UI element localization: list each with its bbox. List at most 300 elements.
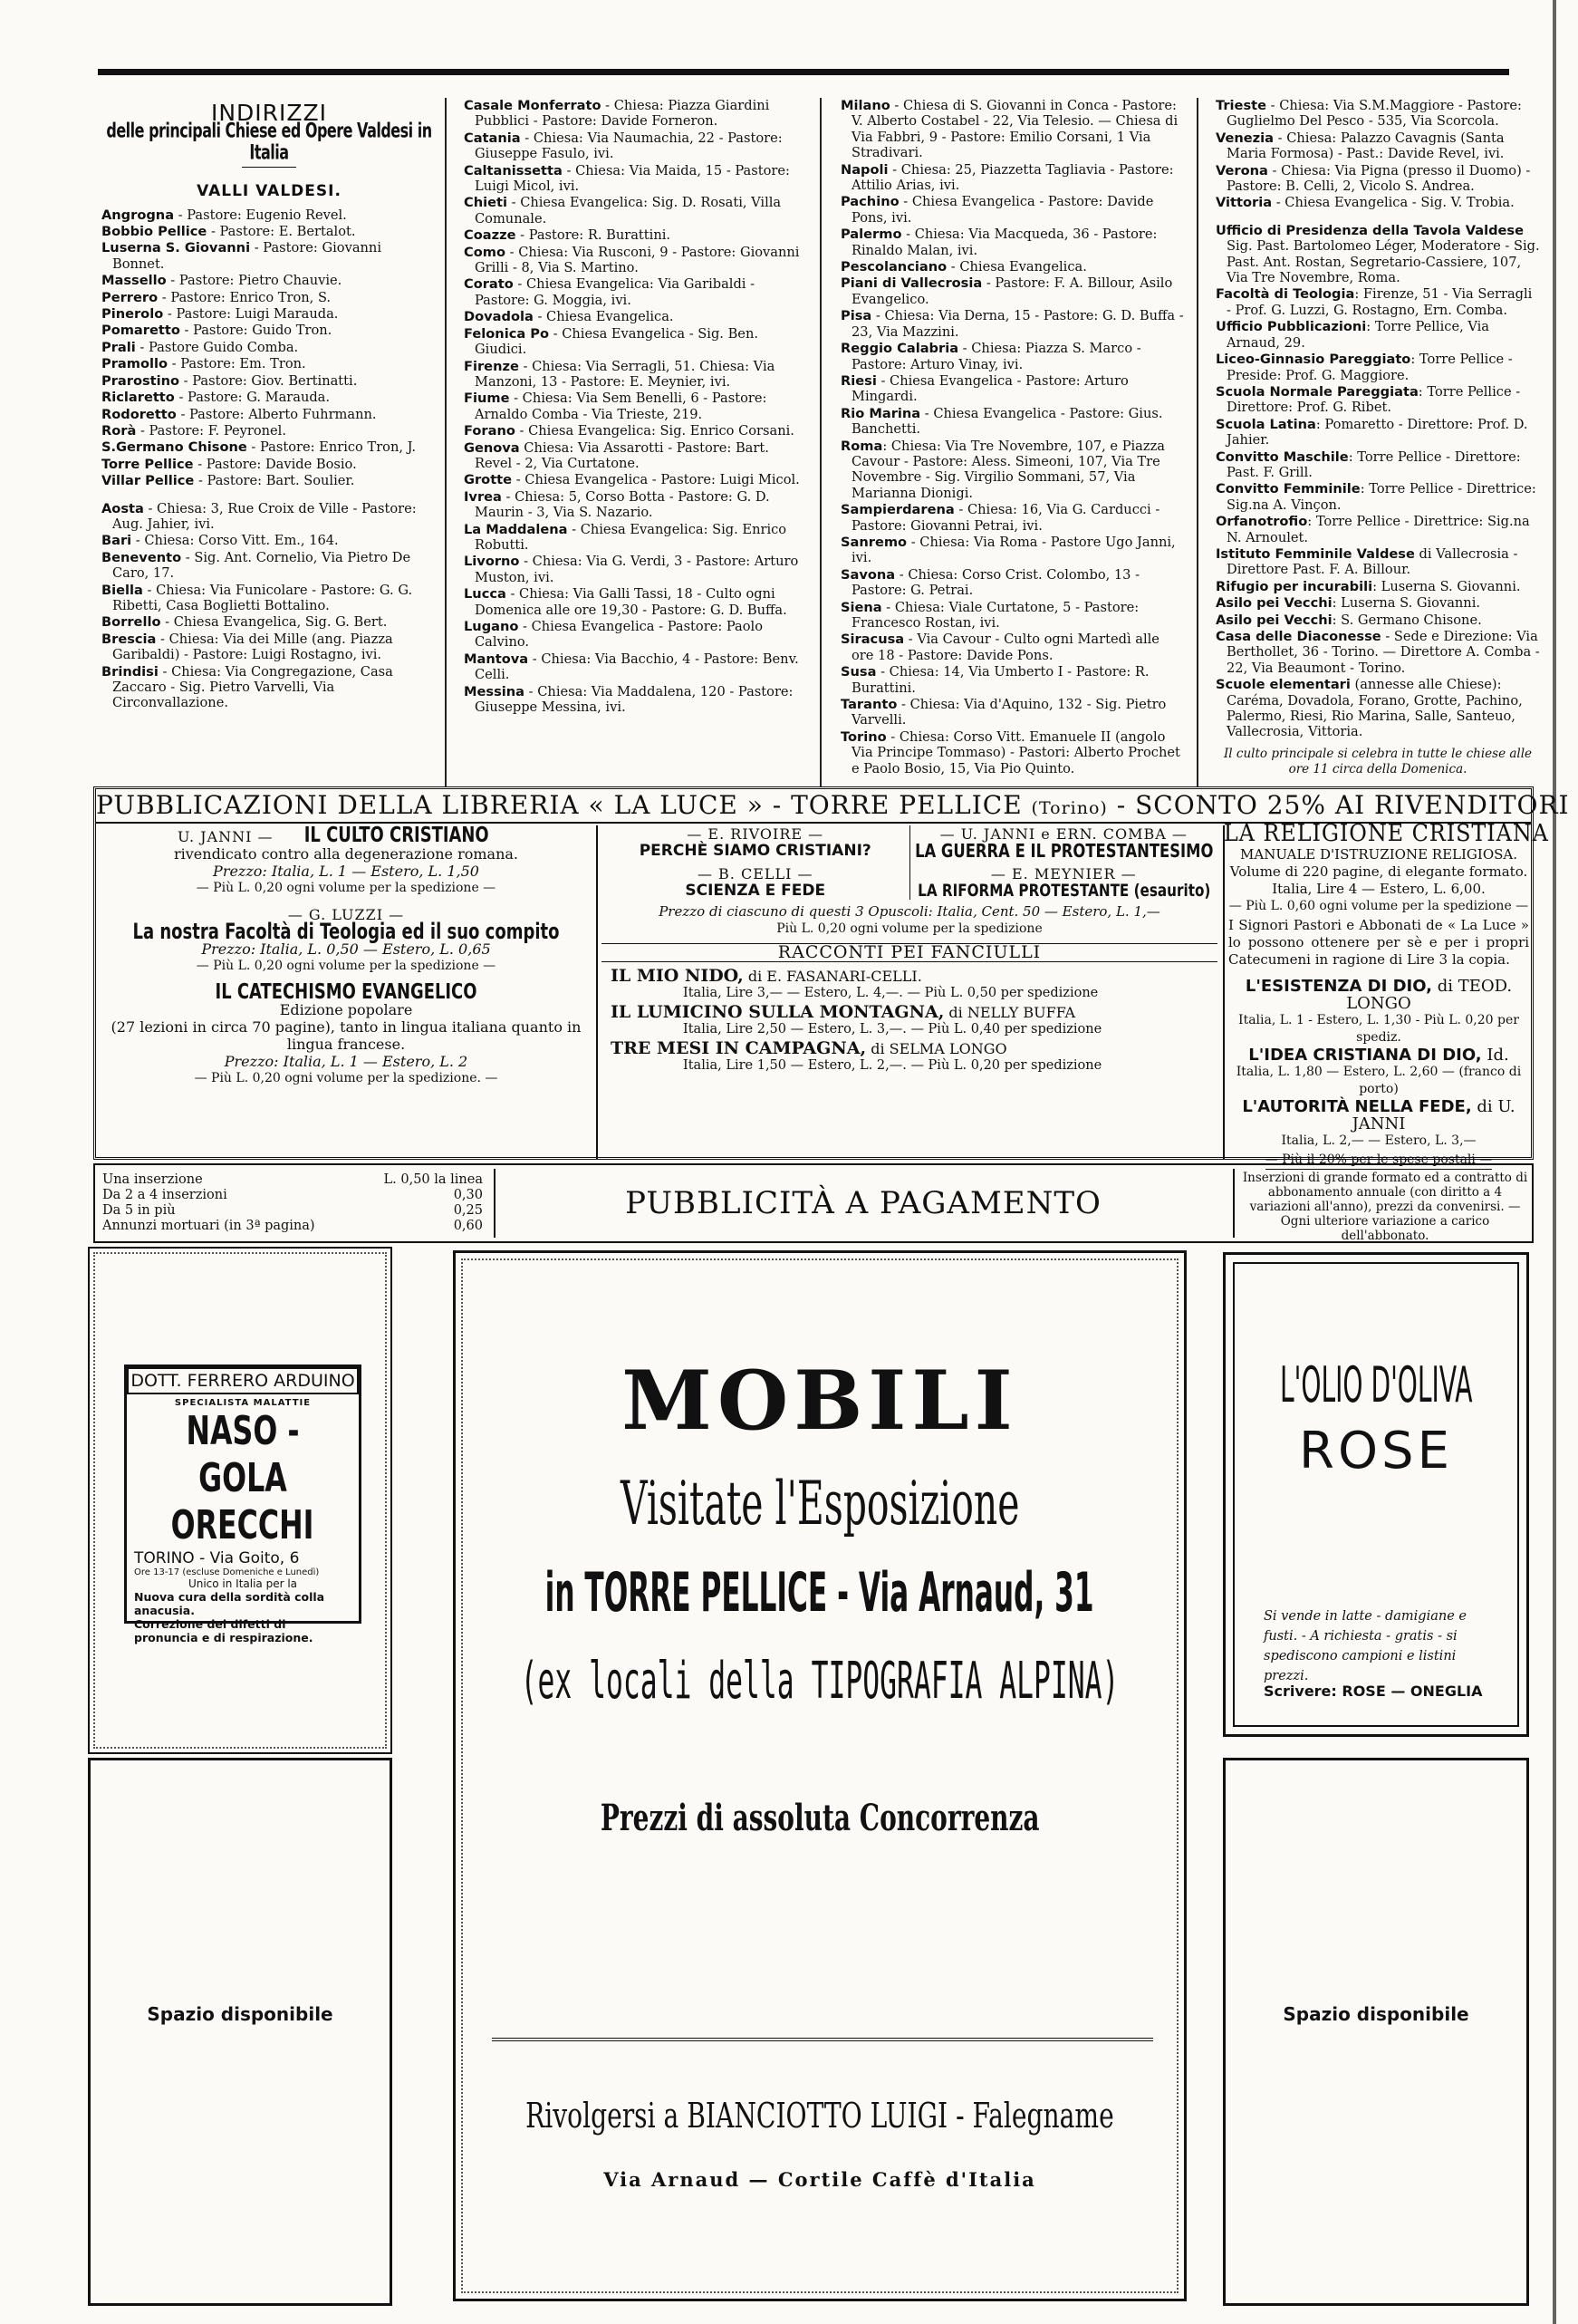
olio-contact: Scrivere: ROSE — ONEGLIA — [1264, 1683, 1483, 1700]
valli-heading: VALLI VALDESI. — [197, 182, 342, 201]
culto-note: Il culto principale si celebra in tutte le chiese alle ore 11 circa della Domenica. — [1223, 746, 1533, 777]
entry-place: Chieti — [464, 195, 507, 211]
pub-author: — G. LUZZI — — [287, 906, 405, 923]
entry-place: Prarostino — [101, 372, 180, 389]
olio-rose: ROSE — [1299, 1422, 1453, 1480]
other-list-a — [101, 501, 437, 711]
spazio-disponibile-right: Spazio disponibile — [1283, 2003, 1469, 2025]
entry-place: Istituto Femminile Valdese — [1216, 545, 1415, 562]
entry-place: Trieste — [1216, 98, 1267, 113]
directory-entry — [101, 306, 437, 322]
directory-entry — [464, 554, 810, 585]
pub-author: — E. RIVOIRE — — [687, 825, 824, 843]
entry-text: - Chiesa: Corso Vitt. Emanuele II (angolo Via Principe Tommaso) - Pastori: Alberto Prochet e Paolo Bosio, 15, Via Pio Quinto. — [852, 728, 1180, 776]
directory-entry — [1216, 195, 1540, 210]
entry-place: Asilo pei Vecchi — [1216, 595, 1333, 612]
entry-text: : Luserna S. Giovanni. — [1332, 595, 1481, 612]
pub-title: L'IDEA CRISTIANA DI DIO, — [1248, 1046, 1482, 1065]
directory-entry — [841, 535, 1185, 566]
pub-title: L'AUTORITÀ NELLA FEDE, — [1242, 1097, 1472, 1116]
mobili-prezzi: Prezzi di assoluta Concorrenza — [600, 1797, 1040, 1839]
rate-row — [102, 1219, 483, 1234]
entry-place: Luserna S. Giovanni — [101, 240, 251, 256]
pub-author: di U. JANNI — [1352, 1097, 1515, 1133]
entry-place: Rifugio per incurabili — [1216, 578, 1373, 594]
entry-text: - Pastore: Alberto Fuhrmann. — [176, 406, 377, 422]
entry-place: Asilo pei Vecchi — [1216, 612, 1333, 628]
mobili-line4 — [456, 1797, 1184, 1839]
olio-ad-frame — [1223, 1252, 1529, 1737]
entry-text: - Pastore: R. Burattini. — [515, 227, 671, 244]
entry-text: - Chiesa Evangelica - Pastore: Gius. Banchetti. — [852, 405, 1163, 438]
publications-header — [96, 789, 1570, 824]
entry-place: Palermo — [841, 227, 902, 243]
directory-entry — [464, 472, 810, 487]
entry-text: - Chiesa: Via Maddalena, 120 - Pastore: Giuseppe Messina, ivi. — [475, 683, 794, 716]
directory-entry — [101, 632, 437, 663]
entry-place: La Maddalena — [464, 521, 568, 537]
entry-text: - Chiesa Evangelica: Sig. D. Rosati, Villa Comunale. — [475, 195, 782, 227]
pub-price: Prezzo di ciascuno di questi 3 Opuscoli: Italia, Cent. 50 — Estero, L. 1,— — [659, 903, 1160, 920]
directory-entry — [101, 583, 437, 614]
directory-entry — [464, 227, 810, 243]
doctor-ad-frame — [88, 1247, 392, 1754]
directory-entry — [101, 273, 437, 288]
entry-place: Ufficio di Presidenza della Tavola Valdese — [1216, 222, 1524, 238]
pub-desc: Edizione popolare — [279, 1001, 413, 1018]
entry-place: Verona — [1216, 162, 1268, 178]
pub-note: I Signori Pastori e Abbonati de « La Luce » lo possono ottenere per sè e per i propri Catecumeni in ragione di Lire 3 la copia. — [1228, 917, 1529, 968]
directory-entry — [101, 664, 437, 711]
book-price: Italia, Lire 3,— — Estero, L. 4,—. — Più L. 0,50 per spedizione — [683, 986, 1099, 1000]
entry-place: Perrero — [101, 289, 159, 305]
entry-text: - Chiesa: Via Sem Benelli, 6 - Pastore: Arnaldo Comba - Via Trieste, 219. — [475, 391, 767, 422]
pub-title: LA GUERRA E IL PROTESTANTESIMO — [914, 840, 1213, 862]
book-title: IL MIO NIDO, — [611, 966, 744, 986]
directory-entry — [101, 407, 437, 422]
directory-column-3 — [835, 98, 1190, 786]
column-separator — [820, 98, 822, 786]
entry-text: - Chiesa: 14, Via Umberto I - Pastore: R. Burattini. — [852, 664, 1150, 696]
directory-entry — [464, 276, 810, 308]
entry-text: - Pastore: Bart. Soulier. — [194, 473, 355, 489]
rate-row — [102, 1203, 483, 1219]
entry-place: Torino — [841, 728, 887, 745]
directory-entry — [1216, 514, 1540, 545]
olio-description: Si vende in latte - damigiane e fusti. - A richiesta - gratis - si spediscono campioni e listini prezzi. — [1264, 1609, 1467, 1683]
rate-label: Annunzi mortuari (in 3ª pagina) — [102, 1219, 315, 1233]
entry-text: - Chiesa: Corso Crist. Colombo, 13 - Pastore: G. Petrai. — [852, 566, 1140, 599]
entry-text: Chiesa: Via Assarotti - Pastore: Bart. Revel - 2, Via Curtatone. — [475, 439, 769, 471]
pub-shipping: — Più L. 0,60 ogni volume per la spedizione — — [1228, 899, 1529, 913]
doctor-naso-gola: NASO - GOLA — [186, 1408, 300, 1501]
pub-shipping: Più L. 0,20 ogni volume per la spedizione — [776, 921, 1043, 936]
mobili-line3 — [456, 1652, 1184, 1711]
directory-entry — [1216, 130, 1540, 162]
entry-text: - Chiesa Evangelica - Pastore: Davide Pons, ivi. — [852, 194, 1154, 226]
mobili-line5 — [456, 2096, 1184, 2136]
entry-text: - Chiesa: 25, Piazzetta Tagliavia - Pastore: Attilio Arias, ivi. — [852, 161, 1174, 194]
directory-entry — [101, 439, 437, 455]
entry-place: Grotte — [464, 472, 513, 488]
entry-place: Pomaretto — [101, 323, 180, 339]
mobili-divider — [492, 2038, 1153, 2041]
entry-place: Prali — [101, 339, 136, 355]
directory-entry — [464, 586, 810, 618]
rate-value: 0,25 — [453, 1203, 483, 1218]
directory-entry — [841, 308, 1185, 340]
entry-text: - Chiesa: Via d'Aquino, 132 - Sig. Pietro Varvelli. — [852, 697, 1167, 728]
entry-place: Siracusa — [841, 632, 905, 648]
book-title: IL LUMICINO SULLA MONTAGNA, — [611, 1002, 945, 1022]
entry-place: Napoli — [841, 161, 889, 178]
entry-text: di Vallecrosia - Direttore Past. F. A. Billour. — [1227, 545, 1518, 578]
book-title: TRE MESI IN CAMPAGNA, — [611, 1038, 867, 1058]
entry-place: Biella — [101, 582, 143, 598]
directory-entry — [464, 391, 810, 422]
directory-entry — [101, 614, 437, 630]
pub-price: Italia, L. 2,— — Estero, L. 3,— — [1281, 1133, 1477, 1148]
mobili-title: MOBILI — [621, 1353, 1018, 1449]
church-list-3 — [841, 98, 1185, 776]
directory-entry — [1216, 319, 1540, 351]
doctor-correction: Correzione dei difetti di pronuncia e di respirazione. — [134, 1617, 313, 1644]
rate-label: Da 5 in più — [102, 1203, 176, 1218]
entry-place: Rio Marina — [841, 405, 921, 421]
entry-place: Riclaretto — [101, 390, 175, 406]
directory-entry — [841, 632, 1185, 663]
racconti-list — [601, 968, 1217, 1075]
entry-text: : Torre Pellice - Direttore: Past. F. Grill. — [1227, 448, 1521, 480]
entry-text: - Chiesa: Via Maida, 15 - Pastore: Luigi Micol, ivi. — [475, 162, 790, 195]
book-author: di E. FASANARI-CELLI. — [743, 968, 922, 985]
entry-place: Bari — [101, 533, 132, 549]
entry-text: - Chiesa: Piazza Giardini Pubblici - Pastore: Davide Forneron. — [475, 98, 770, 130]
entry-text: - Pastore: F. Peyronel. — [136, 422, 286, 439]
entry-place: Brescia — [101, 631, 157, 647]
entry-text: : Luserna S. Giovanni. — [1372, 578, 1521, 594]
entry-place: Ufficio Pubblicazioni — [1216, 319, 1367, 335]
doctor-cure: Nuova cura della sordità colla anacusia. — [134, 1590, 325, 1617]
directory-entry — [1216, 98, 1540, 130]
pub-shipping: — Più L. 0,20 ogni volume per la spedizione. — — [194, 1071, 498, 1085]
entry-place: Pramollo — [101, 356, 168, 372]
entry-place: Coazze — [464, 227, 516, 244]
entry-text: - Sede e Direzione: Via Berthollet, 36 - Torino. — Direttore A. Comba - 22, Via Beaumont - Torino. — [1227, 629, 1540, 676]
directory-entry — [1216, 579, 1540, 594]
doctor-name: DOTT. FERRERO ARDUINO — [127, 1367, 359, 1394]
entry-text: - Pastore: Em. Tron. — [168, 356, 306, 372]
entry-place: Borrello — [101, 614, 161, 631]
entry-text: - Chiesa: 3, Rue Croix de Ville - Pastore: Aug. Jahier, ivi. — [112, 500, 417, 532]
mobili-line1 — [456, 1469, 1184, 1538]
entry-text: Sig. Past. Bartolomeo Léger, Moderatore - Sig. Past. Ant. Rostan, Segretario-Cassiere, 107, Via Tre Novembre, Roma. — [1227, 238, 1540, 286]
pub-price: Prezzo: Italia, L. 1 — Estero, L. 2 — [224, 1053, 468, 1070]
column-separator — [445, 98, 447, 786]
entry-text: - Pastore: Luigi Marauda. — [163, 306, 339, 323]
directory-entry — [1216, 546, 1540, 578]
entry-text: - Chiesa Evangelica - Pastore: Paolo Calvino. — [475, 619, 763, 651]
opere-list — [1216, 223, 1540, 740]
pub-separator — [1223, 825, 1225, 1159]
entry-place: Villar Pellice — [101, 473, 195, 489]
entry-place: Caltanissetta — [464, 162, 563, 178]
pub-shipping: — Più il 20% per le spese postali — — [1265, 1152, 1493, 1170]
book-entry — [611, 968, 1217, 1002]
top-rule — [98, 69, 1509, 75]
directory-entry — [1216, 481, 1540, 513]
entry-text: - Chiesa: Via Rusconi, 9 - Pastore: Giovanni Grilli - 8, Via S. Martino. — [475, 244, 800, 276]
directory-entry — [464, 326, 810, 358]
entry-text: - Chiesa: Via Congregazione, Casa Zaccaro - Sig. Pietro Varvelli, Via Circonvallazione. — [112, 663, 393, 711]
entry-place: Massello — [101, 273, 167, 289]
entry-text: - Pastore: Eugenio Revel. — [174, 207, 347, 223]
directory-entry — [841, 729, 1185, 776]
directory-entry — [1216, 163, 1540, 195]
entry-text: - Pastore Guido Comba. — [135, 339, 299, 355]
entry-text: - Chiesa: 5, Corso Botta - Pastore: G. D. Maurin - 3, Via S. Nazario. — [475, 488, 770, 521]
doctor-orecchi: ORECCHI — [171, 1502, 314, 1548]
entry-place: Convitto Femminile — [1216, 481, 1361, 497]
rate-separator — [1233, 1169, 1235, 1238]
pub-title: L'ESISTENZA DI DIO, — [1245, 977, 1432, 996]
entry-place: Casale Monferrato — [464, 98, 601, 113]
directory-entry — [101, 340, 437, 355]
directory-entry — [1216, 629, 1540, 676]
pub-middle — [601, 825, 1217, 1159]
directory-entry — [841, 194, 1185, 226]
advert-rates-box — [93, 1163, 1534, 1243]
entry-text: - Chiesa: 16, Via G. Carducci - Pastore: Giovanni Petrai, ivi. — [852, 502, 1160, 534]
pub-price: Prezzo: Italia, L. 0,50 — Estero, L. 0,65 — [201, 940, 491, 958]
directory-entry — [464, 359, 810, 391]
rate-row — [102, 1188, 483, 1203]
book-entry — [611, 1004, 1217, 1038]
entry-text: - Pastore: Giov. Bertinatti. — [179, 372, 358, 389]
entry-text: - Chiesa: Corso Vitt. Em., 164. — [131, 533, 339, 549]
directory-entry — [101, 373, 437, 389]
entry-text: - Chiesa: Via Galli Tassi, 18 - Culto ogni Domenica alle ore 19,30 - Pastore: G. D. Buffa. — [475, 586, 787, 618]
entry-text: - Chiesa: Via Derna, 15 - Pastore: G. D. Buffa - 23, Via Mazzini. — [852, 308, 1184, 340]
entry-place: Pisa — [841, 308, 872, 324]
publications-header-text: PUBBLICAZIONI DELLA LIBRERIA « LA LUCE » - TORRE PELLICE — [96, 790, 1023, 820]
entry-text: - Chiesa Evangelica: Sig. Enrico Robutti. — [475, 521, 787, 553]
entry-place: Piani di Vallecrosia — [841, 275, 983, 292]
entry-place: Mantova — [464, 651, 529, 667]
entry-text: - Chiesa: Palazzo Cavagnis (Santa Maria Formosa) - Past.: Davide Revel, ivi. — [1227, 130, 1505, 162]
directory-entry — [464, 195, 810, 227]
entry-place: Firenze — [464, 358, 519, 374]
pub-price: Italia, Lire 4 — Estero, L. 6,00. — [1272, 881, 1486, 897]
pub-author: — E. MEYNIER — — [990, 865, 1137, 882]
directory-entry — [101, 501, 437, 533]
entry-text: - Chiesa: Via Funicolare - Pastore: G. G. Ribetti, Casa Boglietti Bottalino. — [112, 582, 413, 613]
mobili-line2 — [456, 1561, 1184, 1625]
directory-entry — [841, 600, 1185, 632]
church-list-2 — [464, 98, 810, 715]
directory-entry — [101, 550, 437, 582]
entry-place: Benevento — [101, 549, 182, 565]
entry-place: Torre Pellice — [101, 456, 194, 472]
pub-price: Prezzo: Italia, L. 1 — Estero, L. 1,50 — [213, 863, 479, 880]
doctor-unique: Unico in Italia per la — [188, 1577, 298, 1590]
pub-title: LA RELIGIONE CRISTIANA — [1223, 820, 1549, 847]
entry-place: Lugano — [464, 619, 519, 634]
spazio-disponibile-left: Spazio disponibile — [147, 2003, 333, 2025]
entry-place: Venezia — [1216, 130, 1275, 146]
entry-place: Sanremo — [841, 534, 908, 550]
entry-place: Scuola Normale Pareggiata — [1216, 383, 1419, 400]
entry-place: Riesi — [841, 372, 877, 389]
pub-price: Italia, L. 1,80 — Estero, L. 2,60 — (franco di porto) — [1236, 1065, 1522, 1096]
pub-author: — B. CELLI — — [697, 865, 813, 882]
entry-place: Reggio Calabria — [841, 341, 959, 357]
doctor-address: TORINO - Via Goito, 6 — [134, 1549, 300, 1567]
entry-text: - Chiesa Evangelica: Via Garibaldi - Pastore: G. Moggia, ivi. — [475, 276, 755, 308]
entry-place: Rodoretto — [101, 406, 177, 422]
racconti-heading: RACCONTI PEI FANCIULLI — [601, 943, 1217, 962]
entry-text: - Chiesa: Viale Curtatone, 5 - Pastore: Francesco Rostan, ivi. — [852, 599, 1140, 631]
column-separator — [1197, 98, 1198, 786]
pub-desc: MANUALE D'ISTRUZIONE RELIGIOSA. — [1240, 846, 1517, 863]
directory-column-2 — [458, 98, 815, 786]
pubblicita-title: PUBBLICITÀ A PAGAMENTO — [625, 1185, 1102, 1221]
publications-box — [93, 786, 1570, 1167]
directory-entry — [101, 224, 437, 239]
entry-place: Angrogna — [101, 207, 175, 223]
directory-entry — [1216, 384, 1540, 416]
pub-author: Id. — [1481, 1046, 1509, 1065]
pub-left — [101, 825, 591, 1159]
directory-entry — [464, 522, 810, 554]
entry-place: Fiume — [464, 391, 510, 407]
entry-place: Lucca — [464, 586, 506, 603]
pub-shipping: — Più L. 0,20 ogni volume per la spedizione — — [196, 959, 496, 973]
entry-place: Scuole elementari — [1216, 677, 1351, 693]
entry-text: - Chiesa: Via S.M.Maggiore - Pastore: Guglielmo Del Pesco - 535, Via Scorcola. — [1227, 98, 1522, 130]
entry-place: Rorà — [101, 422, 137, 439]
directory-entry — [841, 98, 1185, 161]
pub-title: IL CATECHISMO EVANGELICO — [215, 980, 477, 1004]
directory-entry — [841, 406, 1185, 438]
directory-entry — [1216, 417, 1540, 448]
publications-header-discount: - SCONTO 25% AI RIVENDITORI — [1116, 790, 1570, 820]
directory-entry — [101, 533, 437, 548]
rate-value: L. 0,50 la linea — [383, 1172, 483, 1187]
directory-entry — [1216, 612, 1540, 628]
book-author: di NELLY BUFFA — [944, 1004, 1076, 1021]
mobili-via-arnaud: Via Arnaud — Cortile Caffè d'Italia — [603, 2168, 1036, 2191]
spazio-left-frame — [88, 1758, 392, 2306]
entry-text: : Torre Pellice - Direttrice: Sig.na N. Arnoulet. — [1227, 514, 1530, 545]
entry-text: - Chiesa: Via G. Verdi, 3 - Pastore: Arturo Muston, ivi. — [475, 554, 799, 585]
entry-text: - Chiesa: Via dei Mille (ang. Piazza Garibaldi) - Pastore: Luigi Rostagno, ivi. — [112, 631, 393, 663]
directory-entry — [841, 697, 1185, 728]
rate-value: 0,30 — [453, 1188, 483, 1202]
entry-text: : Firenze, 51 - Via Serragli - Prof. G. Luzzi, G. Rostagno, Ern. Comba. — [1227, 286, 1533, 318]
entry-text: - Chiesa Evangelica: Sig. Enrico Corsani. — [515, 423, 794, 439]
rates-note: Inserzioni di grande formato ed a contratto di abbonamento annuale (con diritto a 4 variazioni all'anno), prezzi da convenirsi. — Ogni ulteriore variazione a carico dell'abbonato. — [1242, 1171, 1528, 1243]
directory-entry — [464, 423, 810, 439]
directory-entry — [841, 373, 1185, 405]
directory-entry — [841, 664, 1185, 696]
pub-right — [1223, 820, 1549, 1167]
rate-label: Da 2 a 4 inserzioni — [102, 1188, 227, 1202]
doctor-ad — [124, 1365, 361, 1644]
entry-text: - Via Cavour - Culto ogni Martedì alle ore 18 - Pastore: Davide Pons. — [852, 632, 1159, 663]
entry-text: - Pastore: F. A. Billour, Asilo Evangelico. — [852, 275, 1173, 307]
directory-entry — [1216, 223, 1540, 286]
directory-entry — [841, 227, 1185, 258]
entry-text: - Pastore: G. Marauda. — [174, 390, 331, 406]
entry-place: Casa delle Diaconesse — [1216, 629, 1381, 644]
pub-separator — [596, 825, 598, 1159]
pub-title: La nostra Facoltà di Teologia ed il suo compito — [132, 919, 560, 944]
directory-entry — [101, 356, 437, 371]
directory-entry — [1216, 595, 1540, 611]
directory-entry — [101, 423, 437, 439]
directory-entry — [841, 259, 1185, 275]
directory-entry — [464, 651, 810, 683]
directory-entry — [464, 619, 810, 651]
entry-place: Scuola Latina — [1216, 416, 1316, 432]
directory-entry — [464, 440, 810, 472]
entry-place: Roma — [841, 438, 883, 454]
pub-author: — U. JANNI e ERN. COMBA — — [939, 825, 1188, 843]
entry-text: - Chiesa: Via Pigna (presso il Duomo) - Pastore: B. Celli, 2, Vicolo S. Andrea. — [1227, 162, 1531, 195]
entry-text: - Chiesa Evangelica, Sig. G. Bert. — [160, 614, 388, 631]
mobili-ad-frame — [453, 1250, 1187, 2301]
directory-entry — [101, 240, 437, 272]
entry-text: - Chiesa: Piazza S. Marco - Pastore: Arturo Vinay, ivi. — [852, 341, 1141, 372]
directory-entry — [464, 130, 810, 162]
entry-text: - Chiesa: Via Roma - Pastore Ugo Janni, ivi. — [852, 534, 1176, 566]
entry-place: Bobbio Pellice — [101, 224, 207, 240]
directory-entry — [841, 567, 1185, 599]
book-entry — [611, 1040, 1217, 1075]
pub-desc: rivendicato contro alla degenerazione romana. — [173, 845, 519, 863]
entry-place: Como — [464, 244, 505, 260]
entry-place: Savona — [841, 566, 896, 583]
directory-entry — [464, 245, 810, 276]
directory-entry — [464, 684, 810, 716]
directory-entry — [841, 502, 1185, 534]
entry-place: Felonica Po — [464, 325, 549, 342]
mobili-ex-locali: (ex locali della TIPOGRAFIA ALPINA) — [520, 1652, 1120, 1711]
entry-place: Orfanotrofio — [1216, 514, 1308, 530]
directory-entry — [101, 323, 437, 338]
directory-entry — [101, 390, 437, 405]
pub-author: U. JANNI — — [177, 828, 274, 845]
directory-entry — [464, 489, 810, 521]
book-price: Italia, Lire 2,50 — Estero, L. 3,—. — Più L. 0,40 per spedizione — [683, 1022, 1102, 1037]
directory-title: INDIRIZZI — [210, 100, 328, 126]
olio-line1 — [1226, 1356, 1526, 1413]
entry-place: Livorno — [464, 554, 520, 570]
entry-text: - Chiesa Evangelica. — [533, 309, 674, 325]
directory-entry — [1216, 677, 1540, 740]
directory-entry — [101, 207, 437, 223]
rate-separator — [494, 1169, 496, 1238]
entry-text: : S. Germano Chisone. — [1332, 612, 1482, 628]
rate-list — [102, 1172, 483, 1234]
rate-label: Una inserzione — [102, 1172, 203, 1187]
page-edge-line — [1553, 0, 1556, 2324]
entry-place: Corato — [464, 276, 514, 293]
valli-list — [101, 207, 437, 489]
entry-place: Facoltà di Teologia — [1216, 286, 1355, 303]
directory-entry — [101, 457, 437, 472]
